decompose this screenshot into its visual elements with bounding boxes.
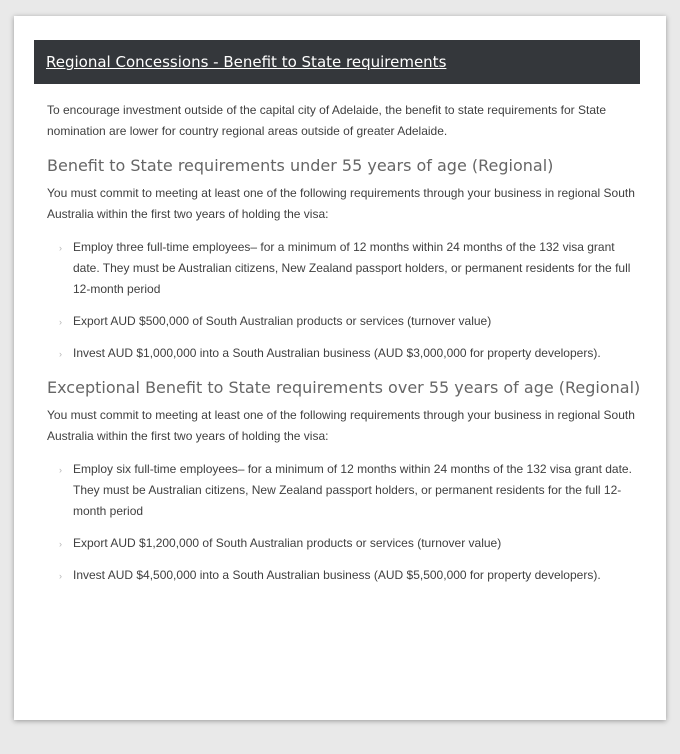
section-heading-under-55: Benefit to State requirements under 55 years of age (Regional) (47, 156, 554, 175)
bullet-chevron-icon: › (59, 349, 62, 359)
list-item-text: Invest AUD $1,000,000 into a South Australian business (AUD $3,000,000 for property developers). (73, 346, 601, 360)
list-item-text: Employ three full-time employees– for a minimum of 12 months within 24 months of the 132 visa grant date. They must be Australian citizens, New Zealand passport holders, or permanent residents for the full 12-month period (73, 240, 631, 296)
bullet-chevron-icon: › (59, 539, 62, 549)
document-card (14, 16, 666, 720)
bullet-chevron-icon: › (59, 465, 62, 475)
requirements-list-under-55 (47, 237, 637, 364)
section-title-link[interactable]: Regional Concessions - Benefit to State requirements (46, 53, 447, 71)
section-lead-over-55: You must commit to meeting at least one of the following requirements through your business in regional South Australia within the first two years of holding the visa: (47, 408, 635, 443)
list-item-text: Export AUD $1,200,000 of South Australian products or services (turnover value) (73, 536, 502, 550)
header-bar (34, 40, 640, 84)
list-item-text: Invest AUD $4,500,000 into a South Australian business (AUD $5,500,000 for property developers). (73, 568, 601, 582)
list-item (47, 237, 637, 300)
content-area (47, 100, 641, 598)
requirements-list-over-55 (47, 459, 637, 586)
list-item (47, 459, 637, 522)
section-lead-under-55: You must commit to meeting at least one of the following requirements through your business in regional South Australia within the first two years of holding the visa: (47, 186, 635, 221)
list-item (47, 343, 637, 364)
list-item (47, 565, 637, 586)
bullet-chevron-icon: › (59, 571, 62, 581)
list-item-text: Employ six full-time employees– for a minimum of 12 months within 24 months of the 132 visa grant date. They must be Australian citizens, New Zealand passport holders, or permanent residents for the full 12-month period (73, 462, 632, 518)
intro-paragraph: To encourage investment outside of the capital city of Adelaide, the benefit to state requirements for State nomination are lower for country regional areas outside of greater Adelaide. (47, 103, 607, 138)
list-item-text: Export AUD $500,000 of South Australian products or services (turnover value) (73, 314, 492, 328)
list-item (47, 533, 637, 554)
bullet-chevron-icon: › (59, 243, 62, 253)
list-item (47, 311, 637, 332)
section-heading-over-55: Exceptional Benefit to State requirements over 55 years of age (Regional) (47, 378, 641, 397)
bullet-chevron-icon: › (59, 317, 62, 327)
